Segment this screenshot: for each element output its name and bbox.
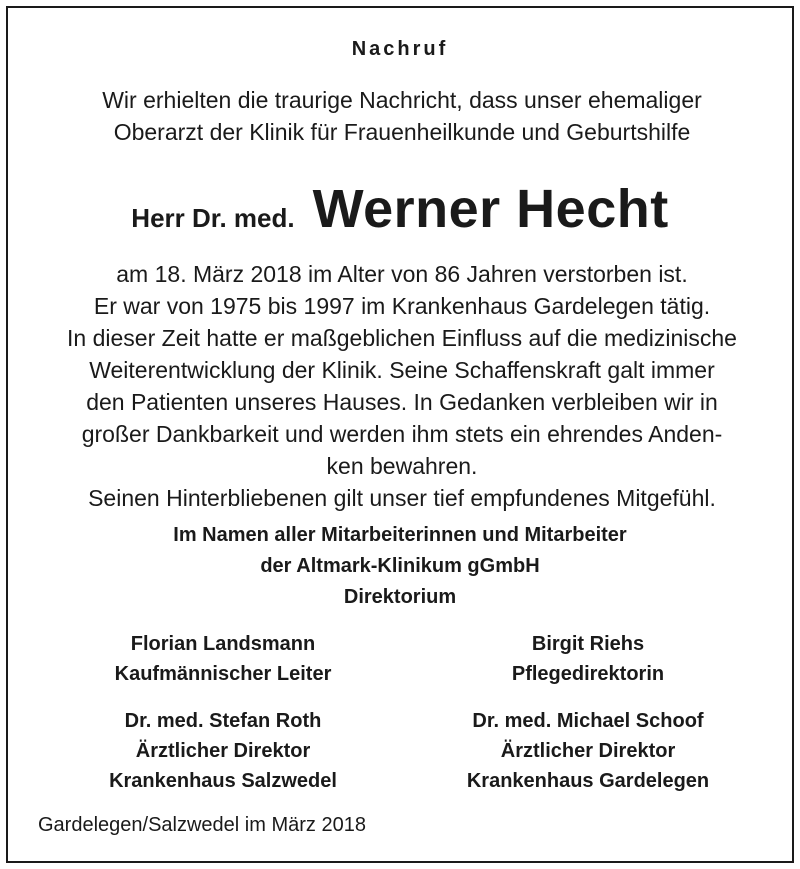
signatory-bottom-left	[53, 706, 393, 796]
signatory-name: Birgit Riehs	[531, 633, 645, 655]
signatory-role: Ärztlicher Direktor	[135, 740, 311, 762]
body-line: großer Dankbarkeit und werden ihm stets ein ehrendes Anden-	[81, 421, 723, 447]
body-line: am 18. März 2018 im Alter von 86 Jahren verstorben ist.	[116, 261, 688, 287]
signature-line: der Altmark-Klinikum gGmbH	[260, 555, 540, 577]
signatory-name: Florian Landsmann	[130, 633, 316, 655]
body-line: ken bewahren.	[326, 453, 478, 479]
body-line: den Patienten unseres Hauses. In Gedanken verbleiben wir in	[86, 389, 718, 415]
name-prefix: Herr Dr. med.	[131, 203, 295, 233]
signatory-top-left	[53, 629, 393, 689]
signatory-institution: Krankenhaus Salzwedel	[109, 770, 337, 792]
signature-line: Im Namen aller Mitarbeiterinnen und Mitarbeiter	[173, 524, 627, 546]
deceased-name-row	[8, 178, 792, 240]
heading: Nachruf	[351, 38, 449, 60]
intro-line: Oberarzt der Klinik für Frauenheilkunde und Geburtshilfe	[113, 119, 691, 145]
intro-text	[28, 84, 776, 148]
place-date: Gardelegen/Salzwedel im März 2018	[38, 814, 366, 836]
signatory-role: Ärztlicher Direktor	[500, 740, 676, 762]
obituary-frame	[6, 6, 794, 863]
signatory-role: Pflegedirektorin	[511, 663, 665, 685]
signatory-bottom-right	[418, 706, 758, 796]
signatory-name: Dr. med. Michael Schoof	[472, 710, 704, 732]
signatory-role: Kaufmännischer Leiter	[114, 663, 332, 685]
deceased-name: Werner Hecht	[312, 179, 669, 239]
signatory-top-right	[418, 629, 758, 689]
body-line: Er war von 1975 bis 1997 im Krankenhaus Gardelegen tätig.	[93, 293, 711, 319]
body-text	[28, 258, 776, 514]
signature-line: Direktorium	[343, 586, 457, 608]
body-line: Weiterentwicklung der Klinik. Seine Schaffenskraft galt immer	[89, 357, 715, 383]
body-line: In dieser Zeit hatte er maßgeblichen Einfluss auf die medizinische	[67, 325, 737, 351]
body-line: Seinen Hinterbliebenen gilt unser tief empfundenes Mitgefühl.	[88, 485, 716, 511]
signatory-name: Dr. med. Stefan Roth	[124, 710, 322, 732]
intro-line: Wir erhielten die traurige Nachricht, dass unser ehemaliger	[102, 87, 702, 113]
signature-block	[8, 520, 792, 613]
signatory-institution: Krankenhaus Gardelegen	[466, 770, 710, 792]
